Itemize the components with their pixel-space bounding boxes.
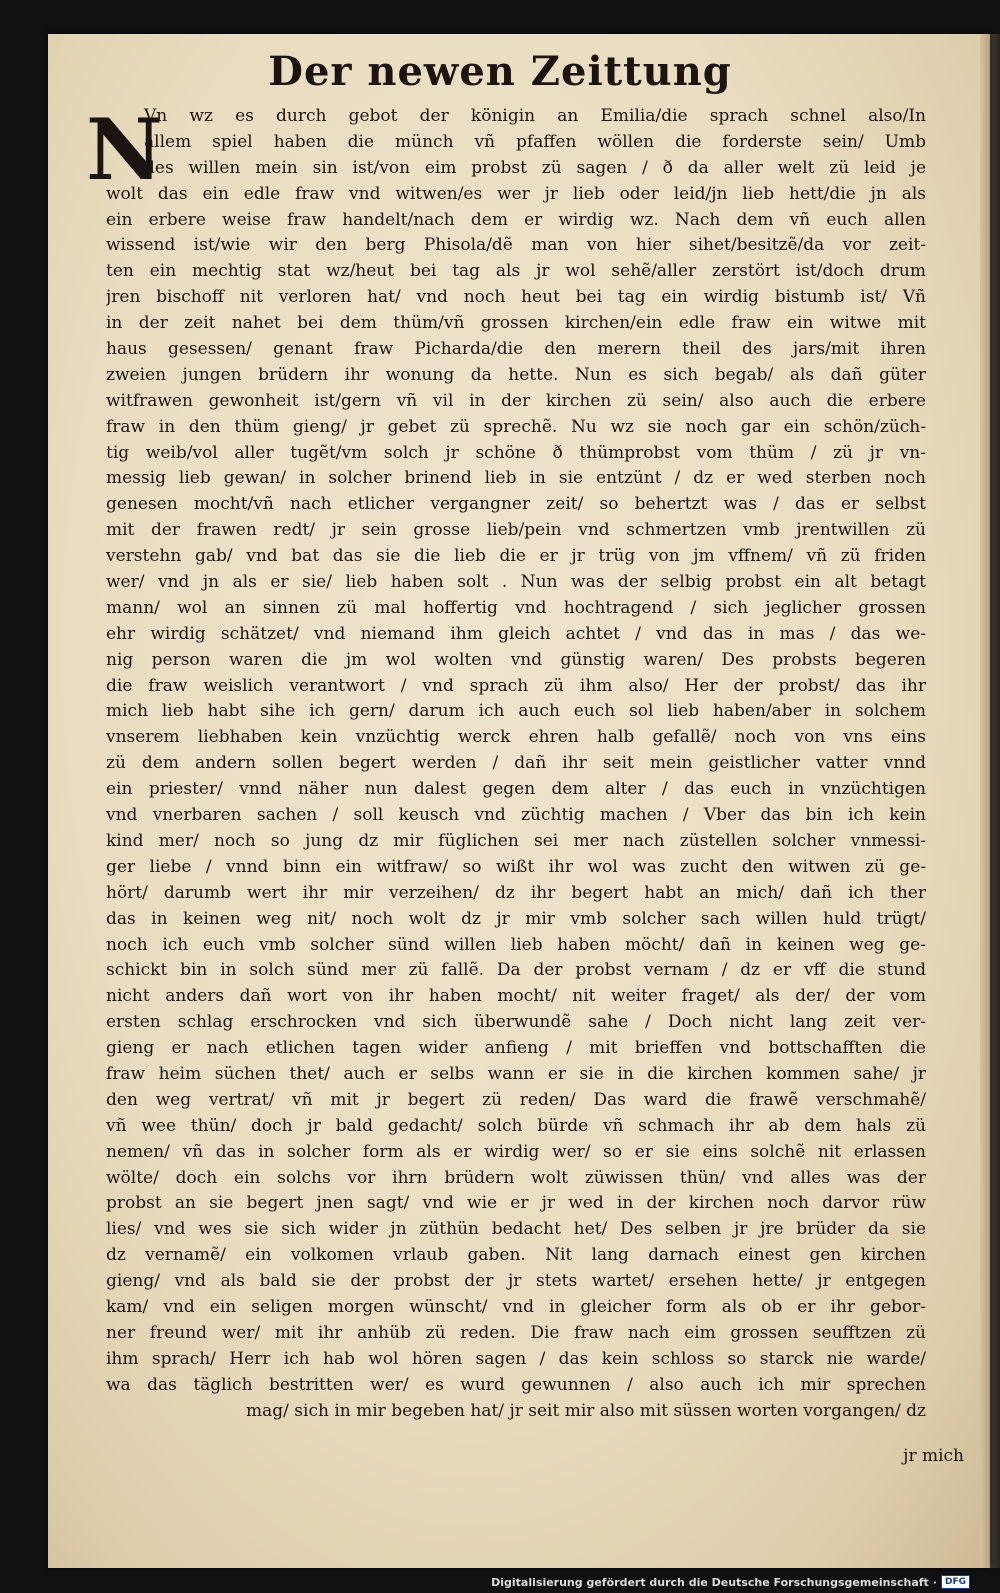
running-head: Der newen Zeittung (268, 48, 732, 95)
text-line: ersten schlag erschrocken vnd sich überwundẽ sahe / Doch nicht lang zeit ver- (106, 1012, 926, 1033)
text-line: zü dem andern sollen begert werden / dañ ihr seit mein geistlicher vatter vnnd (106, 753, 926, 774)
text-line: probst an sie begert jnen sagt/ vnd wie er jr wed in der kirchen noch darvor rüw (106, 1193, 926, 1214)
text-line: wa das täglich bestritten wer/ es wurd gewunnen / also auch ich mir sprechen (106, 1374, 926, 1395)
text-line: fraw in den thüm gieng/ jr gebet zü sprechẽ. Nu wz sie noch gar ein schön/züch- (106, 416, 926, 437)
text-line: nig person waren die jm wol wolten vnd günstig waren/ Des probsts begeren (106, 649, 926, 670)
text-line: jren bischoff nit verloren hat/ vnd noch heut bei tag ein wirdig bistumb ist/ Vñ (106, 287, 926, 308)
drop-cap-initial: N (86, 100, 163, 199)
text-line: kam/ vnd ein seligen morgen wünscht/ vnd in gleicher form als ob er ihr gebor- (106, 1296, 926, 1317)
text-line: witfrawen gewonheit ist/gern vñ vil in der kirchen zü sein/ also auch die erbere (106, 390, 926, 411)
text-line: ein priester/ vnnd näher nun dalest gegen dem alter / das euch in vnzüchtigen (106, 779, 926, 800)
text-line: schickt bin in solch sünd mer zü fallẽ. Da der probst vernam / dz er vff die stund (106, 960, 926, 981)
separator-dot: · (932, 1575, 937, 1589)
funding-credit-text: Digitalisierung gefördert durch die Deutsche Forschungsgemeinschaft (491, 1575, 929, 1589)
text-line: Vn wz es durch gebot der königin an Emilia/die sprach schnel also/In (144, 106, 926, 126)
text-line: genesen mocht/vñ nach etlicher vergangner zeit/ so behertzt was / das er selbst (106, 494, 926, 515)
text-line: dz vernamẽ/ ein volkomen vrlaub gaben. Nit lang darnach einest gen kirchen (106, 1245, 926, 1266)
text-line: wölte/ doch ein solchs vor ihrn brüdern wolt züwissen thün/ vnd alles was der (106, 1167, 926, 1188)
text-line: wer/ vnd jn als er sie/ lieb haben solt . Nun was der selbig probst ein alt betagt (106, 572, 926, 593)
text-line: haus gesessen/ genant fraw Picharda/die den merern theil des jars/mit ihren (106, 339, 926, 360)
text-line: in der zeit nahet bei dem thüm/vñ grossen kirchen/ein edle fraw ein witwe mit (106, 313, 926, 334)
text-line: messig lieb gewan/ in solcher brinend lieb in sie entzünt / dz er wed sterben noch (106, 468, 926, 489)
text-line: lies/ vnd wes sie sich wider jn züthün bedacht het/ Des selben jr jre brüder da sie (106, 1219, 926, 1240)
text-line: die fraw weislich verantwort / vnd sprach zü ihm also/ Her der probst/ das ihr (106, 675, 926, 696)
text-line: hört/ darumb wert ihr mir verzeihen/ dz ihr begert habt an mich/ dañ ich ther (106, 882, 926, 903)
text-line: nemen/ vñ das in solcher form als er wirdig wer/ so er sie eins solchẽ nit erlassen (106, 1141, 926, 1162)
text-line: gieng/ vnd als bald sie der probst der jr stets wartet/ ersehen hette/ jr entgegen (106, 1271, 926, 1292)
dfg-logo: DFG (941, 1575, 970, 1589)
text-line: vnserem liebhaben kein vnzüchtig werck ehren halb gefallẽ/ noch von vns eins (106, 727, 926, 748)
text-line: ein erbere weise fraw handelt/nach dem er wirdig wz. Nach dem vñ euch allen (106, 209, 926, 230)
text-line: ihm sprach/ Herr ich hab wol hören sagen / das kein schloss so starck nie warde/ (106, 1348, 926, 1369)
body-text (106, 104, 926, 1424)
text-line: gieng er nach etlichen tagen wider anfieng / mit brieffen vnd bottschafften die (106, 1038, 926, 1059)
text-line: verstehn gab/ vnd bat das sie die lieb die er jr trüg von jm vffnem/ vñ zü friden (106, 546, 926, 567)
text-line: zweien jungen brüdern ihr wonung da hette. Nun es sich begab/ als dañ güter (106, 364, 926, 385)
text-line: mich lieb habt sihe ich gern/ darum ich auch euch sol lieb haben/aber in solchem (106, 701, 926, 722)
text-line: des willen mein sin ist/von eim probst zü sagen / ð da aller welt zü leid je (144, 157, 926, 178)
text-line: nicht anders dañ wort von ihr haben mocht/ nit weiter fraget/ als der/ der vom (106, 986, 926, 1007)
text-line: vnd vnerbaren sachen / soll keusch vnd züchtig machen / Vber das bin ich kein (106, 805, 926, 826)
text-line: mit der frawen redt/ jr sein grosse lieb/pein vnd schmertzen vmb jrentwillen zü (106, 520, 926, 541)
text-line: kind mer/ noch so jung dz mir füglichen sei mer nach züstellen solcher vnmessi- (106, 830, 926, 851)
text-line: wissend ist/wie wir den berg Phisola/dẽ man von hier sihet/besitzẽ/da vor zeit- (106, 235, 926, 256)
text-line: ger liebe / vnnd binn ein witfraw/ so wißt ihr wol was zucht den witwen zü ge- (106, 856, 926, 877)
text-line: ehr wirdig schätzet/ vnd niemand ihm gleich achtet / vnd das in mas / das we- (106, 623, 926, 644)
text-line: den weg vertrat/ vñ mit jr begert zü reden/ Das ward die frawẽ verschmahẽ/ (106, 1089, 926, 1110)
text-line: mann/ wol an sinnen zü mal hoffertig vnd hochtragend / sich jeglicher grossen (106, 597, 926, 618)
text-line: noch ich euch vmb solcher sünd willen lieb haben möcht/ dañ in keinen weg ge- (106, 934, 926, 955)
footer-credit (491, 1575, 970, 1589)
text-line: wolt das ein edle fraw vnd witwen/es wer jr lieb oder leid/jn lieb hett/die jn als (106, 183, 926, 204)
text-line: tig weib/vol aller tugẽt/vm solch jr schöne ð thümprobst vom thüm / zü jr vn- (106, 442, 926, 463)
text-line: mag/ sich in mir begeben hat/ jr seit mir also mit süssen worten vorgangen/ dz (246, 1400, 926, 1421)
text-line: ten ein mechtig stat wz/heut bei tag als jr wol sehẽ/aller zerstört ist/doch drum (106, 261, 926, 282)
text-line: vñ wee thün/ doch jr bald gedacht/ solch bürde vñ schmach ihr ab dem hals zü (106, 1115, 926, 1136)
text-line: allem spiel haben die münch vñ pfaffen wöllen die forderste sein/ Umb (144, 131, 926, 152)
text-line: fraw heim süchen thet/ auch er selbs wann er sie in die kirchen kommen sahe/ jr (106, 1063, 926, 1084)
page-edge (980, 34, 990, 1568)
catchword: jr mich (903, 1446, 964, 1466)
text-line: das in keinen weg nit/ noch wolt dz jr mir vmb solcher sach willen huld trügt/ (106, 908, 926, 929)
text-line: ner freund wer/ mit ihr anhüb zü reden. Die fraw nach eim grossen seufftzen zü (106, 1322, 926, 1343)
